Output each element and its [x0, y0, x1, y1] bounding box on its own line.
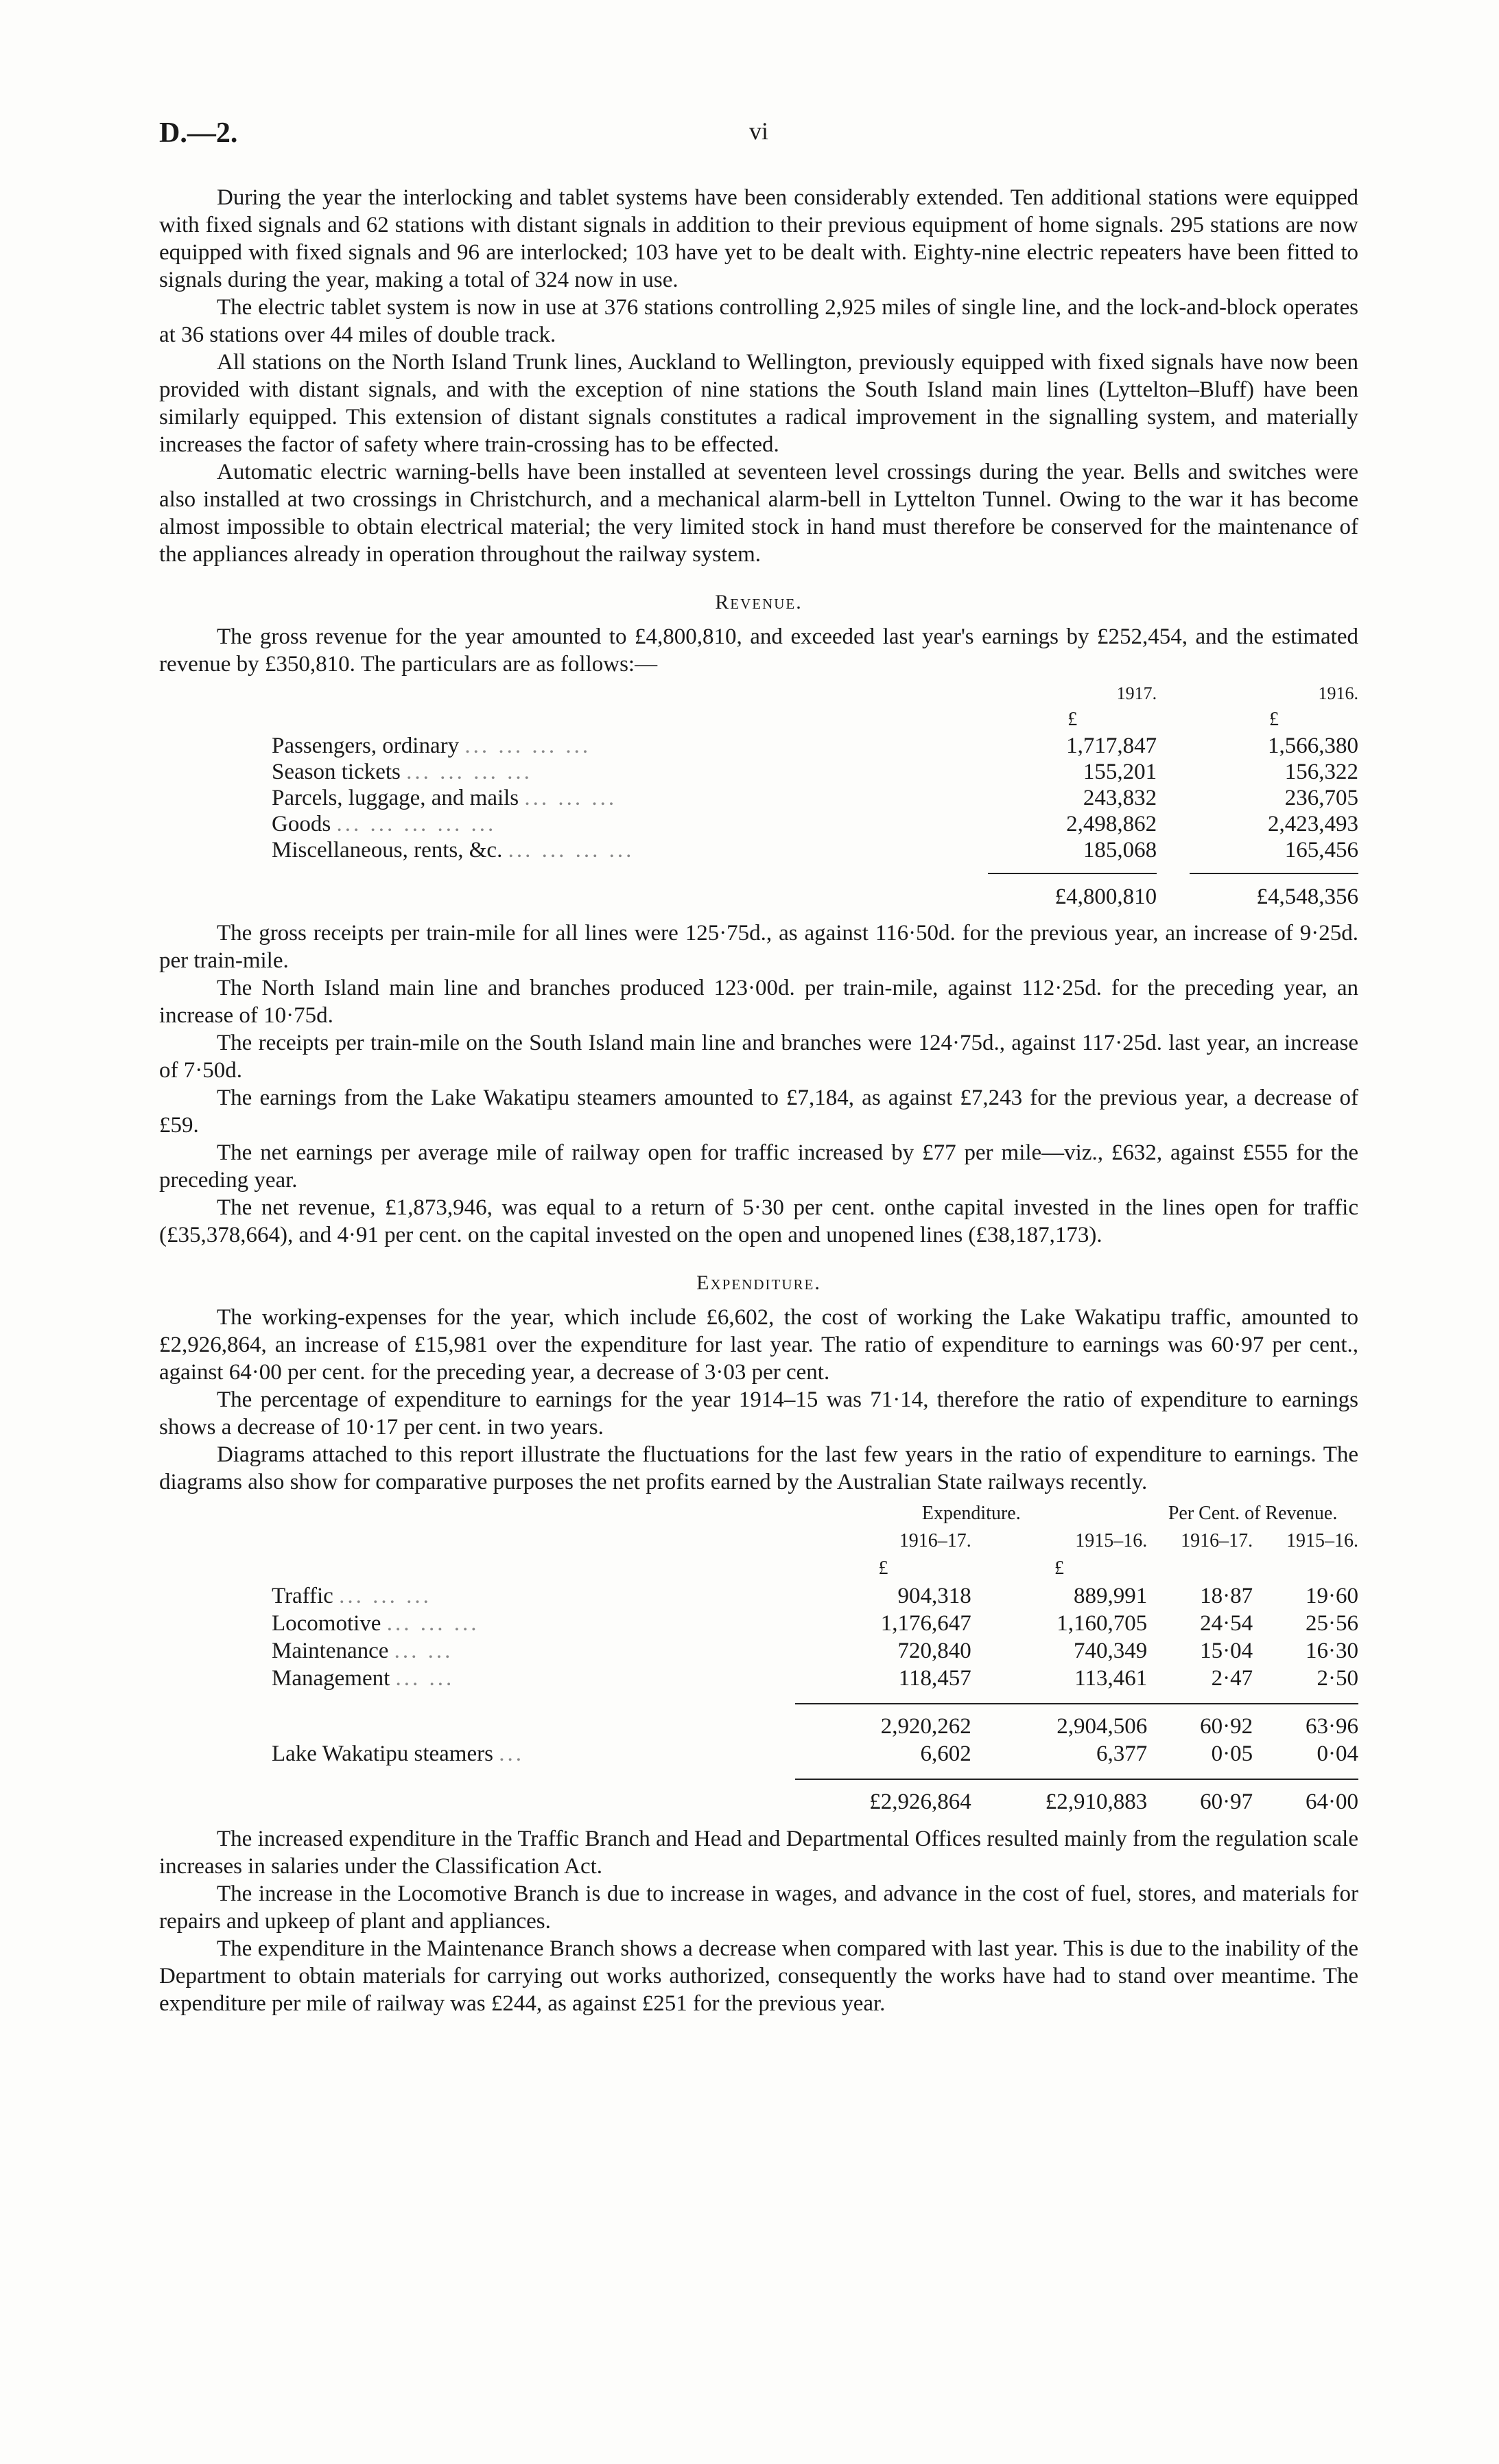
percent-value: 0·05	[1211, 1741, 1253, 1766]
revenue-unit-header-row	[159, 707, 1358, 733]
percent-value: 15·04	[1200, 1639, 1253, 1663]
revenue-total-1917: £4,800,810	[988, 873, 1157, 910]
revenue-paragraph: The net revenue, £1,873,946, was equal to a return of 5·30 per cent. onthe capital invested in the lines open for traffic (£35,378,664), and 4·91 per cent. on the capital invested on the open and unopened lines (£38,187,173).	[159, 1195, 1358, 1247]
leader-dots: ... ... ... ... ...	[336, 812, 497, 836]
expenditure-value: 118,457	[898, 1666, 971, 1691]
revenue-paragraph: The gross receipts per train-mile for all lines were 125·75d., as against 116·50d. for the previous year, an increase of 9·25d. per train-mile.	[159, 921, 1358, 973]
revenue-value-1916: 236,705	[1284, 786, 1358, 810]
percent-total: 64·00	[1253, 1779, 1358, 1816]
revenue-total-row	[159, 873, 1358, 910]
revenue-row	[159, 759, 1358, 785]
expenditure-paragraph: The percentage of expenditure to earnings for the year 1914–15 was 71·14, therefore the ratio of expenditure to earnings shows a decrease of 10·17 per cent. in two years.	[159, 1387, 1358, 1440]
expenditure-year-header: 1916–17.	[899, 1530, 971, 1551]
percent-total: 60·97	[1147, 1779, 1253, 1816]
percent-subtotal: 63·96	[1253, 1704, 1358, 1740]
expenditure-row	[159, 1740, 1358, 1768]
percent-year-header: 1915–16.	[1286, 1530, 1358, 1551]
expenditure-group-header: Expenditure.	[921, 1503, 1021, 1524]
revenue-value-1916: 156,322	[1284, 760, 1358, 784]
revenue-year-1917: 1917.	[1116, 683, 1157, 703]
percent-value: 2·47	[1211, 1666, 1253, 1691]
leader-dots: ...	[499, 1741, 524, 1766]
revenue-total-1916: £4,548,356	[1190, 873, 1358, 910]
percent-value: 24·54	[1200, 1611, 1253, 1636]
revenue-paragraph: The net earnings per average mile of railway open for traffic increased by £77 per mile—viz., £632, against £555 for the preceding year.	[159, 1140, 1358, 1193]
expenditure-value: 1,176,647	[880, 1611, 971, 1636]
percent-value: 25·56	[1306, 1611, 1358, 1636]
expenditure-paragraph: The increased expenditure in the Traffic Branch and Head and Departmental Offices resulted mainly from the regulation scale increases in salaries under the Classification Act.	[159, 1827, 1358, 1879]
expenditure-subtotal-row	[159, 1704, 1358, 1740]
leader-dots: ... ... ...	[386, 1611, 480, 1636]
expenditure-row-label: Locomotive	[272, 1611, 381, 1636]
expenditure-value: 113,461	[1074, 1666, 1148, 1691]
expenditure-group-header-row	[159, 1500, 1358, 1527]
percent-value: 19·60	[1306, 1584, 1358, 1608]
leader-dots: ... ... ... ...	[464, 734, 591, 758]
revenue-value-1917: 1,717,847	[1066, 734, 1157, 758]
revenue-value-1916: 1,566,380	[1268, 734, 1358, 758]
expenditure-total-row	[159, 1779, 1358, 1816]
percent-year-header: 1916–17.	[1181, 1530, 1253, 1551]
leader-dots: ... ...	[395, 1666, 455, 1691]
expenditure-subtotal: 2,904,506	[971, 1704, 1147, 1740]
revenue-unit-1916: £	[1269, 709, 1279, 730]
revenue-row	[159, 811, 1358, 837]
page-number: vi	[749, 117, 769, 145]
revenue-table	[159, 681, 1358, 910]
expenditure-paragraph: The increase in the Locomotive Branch is due to increase in wages, and advance in the cost of fuel, stores, and materials for repairs and upkeep of plant and appliances.	[159, 1881, 1358, 1934]
percent-value: 0·04	[1317, 1741, 1358, 1766]
revenue-intro: The gross revenue for the year amounted to £4,800,810, and exceeded last year's earnings by £252,454, and the estimated revenue by £350,810. The particulars are as follows:—	[159, 624, 1358, 677]
expenditure-value: 889,991	[1073, 1584, 1148, 1608]
expenditure-heading: Expenditure.	[696, 1271, 821, 1294]
expenditure-row	[159, 1637, 1358, 1665]
revenue-year-header-row	[159, 681, 1358, 707]
expenditure-value: 740,349	[1073, 1639, 1148, 1663]
revenue-row-label: Season tickets	[272, 760, 401, 784]
expenditure-unit-header-row	[159, 1555, 1358, 1582]
revenue-row	[159, 785, 1358, 811]
revenue-row	[159, 733, 1358, 759]
revenue-row-label: Parcels, luggage, and mails	[272, 786, 519, 810]
revenue-value-1917: 2,498,862	[1066, 812, 1157, 836]
expenditure-total: £2,926,864	[795, 1779, 971, 1816]
intro-paragraph: During the year the interlocking and tablet systems have been considerably extended. Ten additional stations were equipped with fixed signals and 62 stations with distant signals in addition to their previous equipment of home signals. 295 stations are now equipped with fixed signals and 96 are interlocked; 103 have yet to be dealt with. Eighty-nine electric repeaters have been fitted to signals during the year, making a total of 324 now in use.	[159, 185, 1358, 292]
expenditure-total: £2,910,883	[971, 1779, 1147, 1816]
revenue-paragraph: The earnings from the Lake Wakatipu steamers amounted to £7,184, as against £7,243 for the previous year, a decrease of £59.	[159, 1086, 1358, 1138]
revenue-row-label: Miscellaneous, rents, &c.	[272, 838, 503, 863]
expenditure-row-label: Traffic	[272, 1584, 333, 1608]
leader-dots: ... ... ... ...	[406, 760, 532, 784]
expenditure-row	[159, 1665, 1358, 1692]
expenditure-row-label: Lake Wakatipu steamers	[272, 1741, 493, 1766]
expenditure-paragraph: The working-expenses for the year, which include £6,602, the cost of working the Lake Wakatipu traffic, amounted to £2,926,864, an increase of £15,981 over the expenditure for last year. The ratio of expenditure to earnings was 60·97 per cent., against 64·00 per cent. for the preceding year, a decrease of 3·03 per cent.	[159, 1305, 1358, 1385]
expenditure-value: 6,377	[1096, 1741, 1148, 1766]
expenditure-value: 6,602	[920, 1741, 971, 1766]
revenue-value-1917: 243,832	[1083, 786, 1157, 810]
expenditure-paragraph: Diagrams attached to this report illustrate the fluctuations for the last few years in the ratio of expenditure to earnings. The diagrams also show for comparative purposes the net profits earned by the Australian State railways recently.	[159, 1442, 1358, 1494]
expenditure-value: 1,160,705	[1057, 1611, 1148, 1636]
leader-dots: ... ... ... ...	[508, 838, 635, 863]
percent-value: 16·30	[1306, 1639, 1358, 1663]
expenditure-row	[159, 1610, 1358, 1637]
percent-value: 2·50	[1317, 1666, 1358, 1691]
percent-group-header: Per Cent. of Revenue.	[1168, 1503, 1338, 1524]
expenditure-subtotal: 2,920,262	[795, 1704, 971, 1740]
revenue-value-1917: 155,201	[1083, 760, 1157, 784]
intro-paragraph: Automatic electric warning-bells have been installed at seventeen level crossings during the year. Bells and switches were also installed at two crossings in Christchurch, and a mechanical alarm-bell in Lyttelton Tunnel. Owing to the war it has become almost impossible to obtain electrical material; the very limited stock in hand must therefore be conserved for the maintenance of the appliances already in operation throughout the railway system.	[159, 460, 1358, 567]
revenue-value-1916: 2,423,493	[1268, 812, 1358, 836]
intro-paragraph: The electric tablet system is now in use at 376 stations controlling 2,925 miles of single line, and the lock-and-block operates at 36 stations over 44 miles of double track.	[159, 295, 1358, 347]
expenditure-year-header: 1915–16.	[1075, 1530, 1148, 1551]
document-reference: D.—2.	[159, 117, 238, 149]
revenue-heading: Revenue.	[715, 591, 803, 613]
expenditure-row-label: Maintenance	[272, 1639, 389, 1663]
body-text	[159, 184, 1358, 2017]
leader-dots: ... ... ...	[524, 786, 617, 810]
expenditure-table	[159, 1500, 1358, 1816]
revenue-paragraph: The North Island main line and branches produced 123·00d. per train-mile, against 112·25d. for the preceding year, an increase of 10·75d.	[159, 976, 1358, 1028]
page-header	[159, 117, 1340, 158]
expenditure-row	[159, 1582, 1358, 1610]
expenditure-unit-header: £	[878, 1558, 888, 1579]
expenditure-unit-header: £	[1054, 1558, 1064, 1579]
revenue-paragraph: The receipts per train-mile on the South Island main line and branches were 124·75d., against 117·25d. last year, an increase of 7·50d.	[159, 1031, 1358, 1083]
revenue-unit-1917: £	[1067, 709, 1078, 730]
expenditure-value: 904,318	[897, 1584, 971, 1608]
expenditure-paragraph: The expenditure in the Maintenance Branch shows a decrease when compared with last year. This is due to the inability of the Department to obtain materials for carrying out works authorized, consequently the works have had to stand over meantime. The expenditure per mile of railway was £244, as against £251 for the previous year.	[159, 1936, 1358, 2016]
revenue-year-1916: 1916.	[1318, 683, 1358, 703]
revenue-value-1917: 185,068	[1083, 838, 1157, 863]
revenue-row-label: Goods	[272, 812, 331, 836]
leader-dots: ... ...	[394, 1639, 453, 1663]
percent-value: 18·87	[1200, 1584, 1253, 1608]
revenue-value-1916: 165,456	[1284, 838, 1358, 863]
percent-subtotal: 60·92	[1147, 1704, 1253, 1740]
expenditure-value: 720,840	[897, 1639, 971, 1663]
leader-dots: ... ... ...	[339, 1584, 432, 1608]
revenue-row	[159, 837, 1358, 863]
expenditure-year-header-row	[159, 1527, 1358, 1555]
expenditure-row-label: Management	[272, 1666, 390, 1691]
intro-paragraph: All stations on the North Island Trunk lines, Auckland to Wellington, previously equipped with fixed signals have now been provided with distant signals, and with the exception of nine stations the South Island main lines (Lyttelton–Bluff) have been similarly equipped. This extension of distant signals constitutes a radical improvement in the signalling system, and materially increases the factor of safety where train-crossing has to be effected.	[159, 350, 1358, 457]
revenue-row-label: Passengers, ordinary	[272, 734, 460, 758]
